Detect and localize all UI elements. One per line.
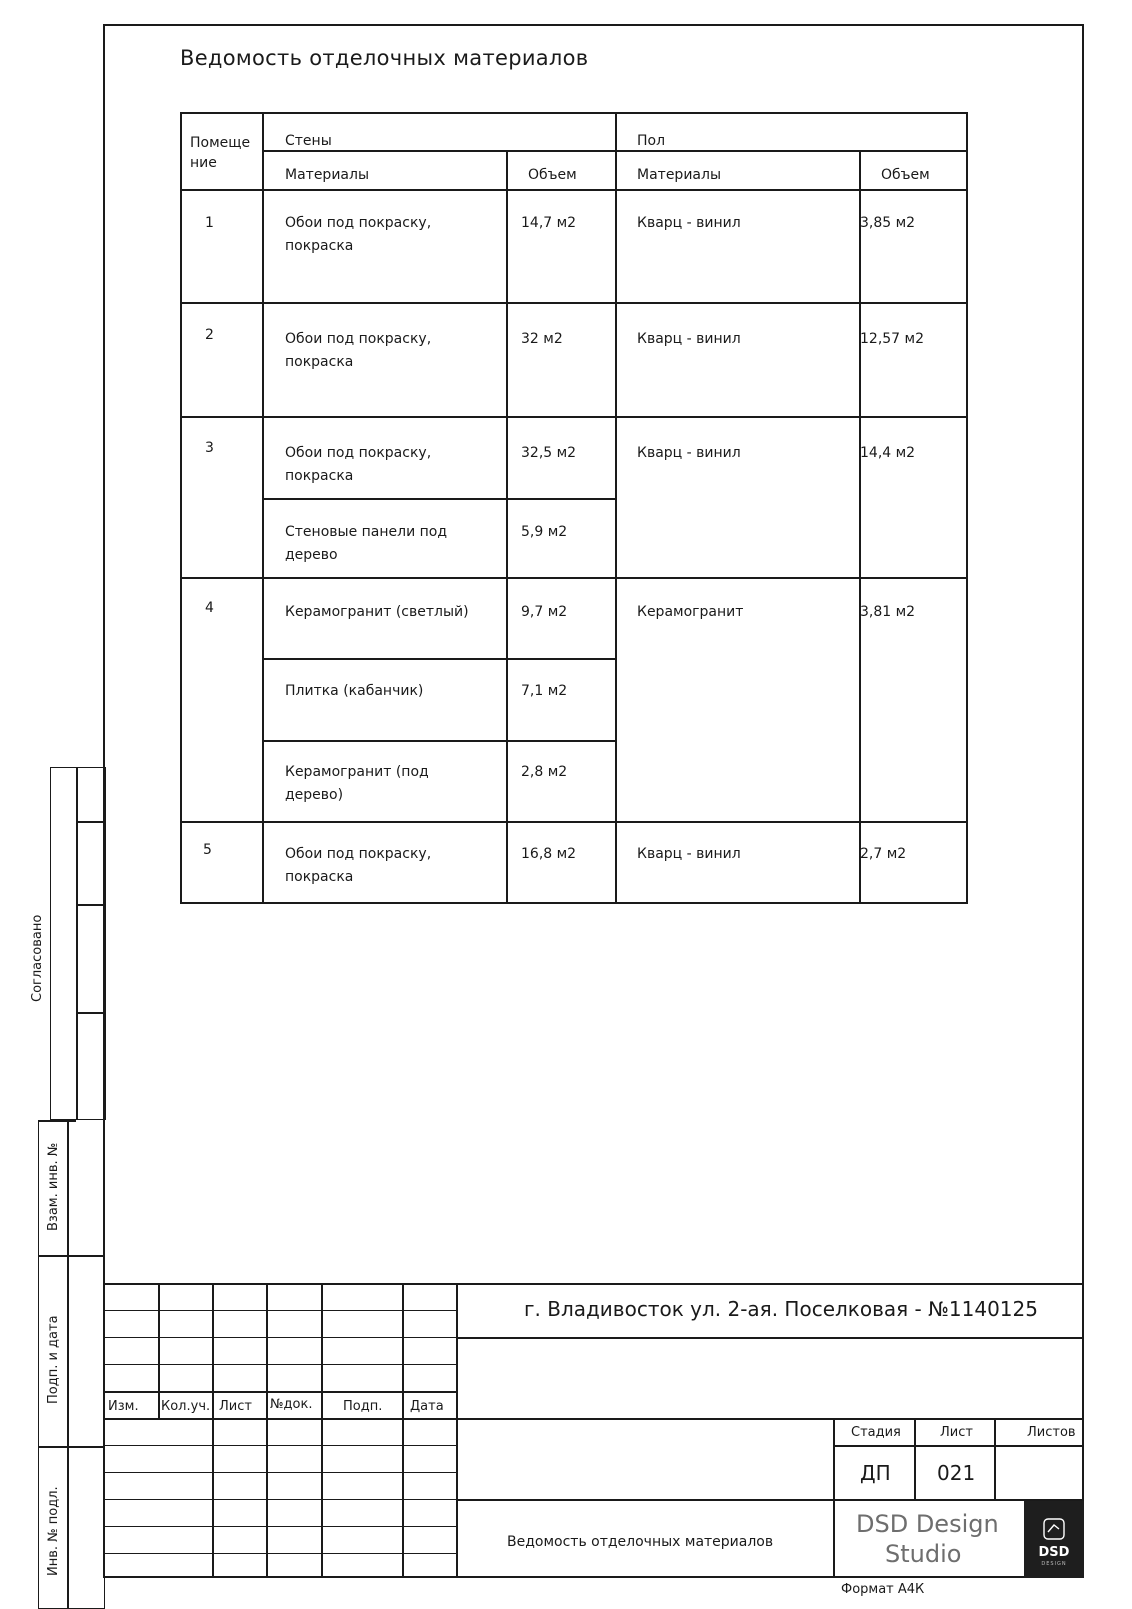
wall-material: Стеновые панели под дерево xyxy=(285,524,448,563)
tb-vline xyxy=(456,1283,458,1578)
company-name-line1: DSD Design xyxy=(856,1510,999,1538)
wall-material: Обои под покраску, покраска xyxy=(285,445,432,484)
stamp-vline xyxy=(67,1120,69,1609)
header-walls-materials: Материалы xyxy=(285,167,369,183)
floor-volume: 14,4 м2 xyxy=(860,445,916,461)
logo-emblem-icon xyxy=(1042,1517,1066,1541)
format-label: Формат А4К xyxy=(841,1582,925,1597)
table-vline xyxy=(615,112,617,904)
table-hline xyxy=(262,498,617,500)
floor-volume: 2,7 м2 xyxy=(860,846,907,862)
stamp-hline xyxy=(38,1446,105,1448)
table-vline xyxy=(506,150,508,904)
company-logo xyxy=(1024,1501,1084,1578)
floor-volume: 12,57 м2 xyxy=(860,331,924,347)
header-floor-materials: Материалы xyxy=(637,167,721,183)
agreed-block xyxy=(50,767,105,1120)
wall-volume: 32 м2 xyxy=(521,331,563,347)
wall-material: Плитка (кабанчик) xyxy=(285,683,424,699)
tb-vline xyxy=(994,1418,996,1499)
tb-vline xyxy=(266,1283,268,1578)
sign-date-label: Подп. и дата xyxy=(46,1315,61,1404)
tb-hline xyxy=(103,1418,1084,1420)
table-hline xyxy=(262,658,617,660)
tb-grid-line xyxy=(103,1499,457,1500)
agreed-label: Согласовано xyxy=(30,914,45,1002)
tb-grid-line xyxy=(103,1472,457,1473)
table-hline xyxy=(180,821,968,823)
floor-material: Кварц - винил xyxy=(637,215,741,231)
wall-volume: 2,8 м2 xyxy=(521,764,568,780)
table-hline xyxy=(180,577,968,579)
tb-top xyxy=(103,1283,1084,1285)
col-header-sign: Подп. xyxy=(343,1399,383,1414)
logo-text: DSD xyxy=(1038,1545,1070,1560)
company-name-line2: Studio xyxy=(885,1540,962,1568)
tb-vline xyxy=(321,1283,323,1578)
agreed-hline xyxy=(76,904,104,906)
tb-grid-line xyxy=(103,1310,457,1311)
table-vline xyxy=(262,112,264,904)
floor-material: Кварц - винил xyxy=(637,846,741,862)
page-title: Ведомость отделочных материалов xyxy=(180,46,589,70)
tb-hline xyxy=(457,1337,1084,1339)
wall-material: Обои под покраску, покраска xyxy=(285,215,432,254)
header-walls-volume: Объем xyxy=(528,167,577,183)
table-hline xyxy=(180,302,968,304)
replaced-inv-label: Взам. инв. № xyxy=(46,1142,61,1231)
tb-vline xyxy=(914,1418,916,1499)
agreed-hline xyxy=(76,821,104,823)
room-number: 5 xyxy=(203,842,212,858)
room-number: 1 xyxy=(205,215,214,231)
stage-value: ДП xyxy=(860,1461,891,1485)
tb-hline xyxy=(457,1499,1084,1501)
wall-volume: 9,7 м2 xyxy=(521,604,568,620)
tb-vline xyxy=(833,1418,835,1578)
header-walls: Стены xyxy=(285,133,332,149)
stamp-top xyxy=(38,1120,76,1122)
table-vline xyxy=(859,150,861,904)
wall-material: Обои под покраску, покраска xyxy=(285,331,432,370)
agreed-vline xyxy=(76,767,78,1120)
wall-volume: 7,1 м2 xyxy=(521,683,568,699)
col-header-doc: №док. xyxy=(270,1397,313,1412)
floor-material: Керамогранит xyxy=(637,604,744,620)
tb-vline xyxy=(158,1283,160,1418)
room-number: 2 xyxy=(205,327,214,343)
sheet-value: 021 xyxy=(937,1461,976,1485)
wall-volume: 32,5 м2 xyxy=(521,445,577,461)
header-floor: Пол xyxy=(637,133,666,149)
project-address: г. Владивосток ул. 2-ая. Поселковая - №1140125 xyxy=(524,1297,1038,1321)
tb-grid-line xyxy=(103,1391,457,1393)
tb-grid-line xyxy=(103,1526,457,1527)
wall-material: Обои под покраску, покраска xyxy=(285,846,432,885)
floor-material: Кварц - винил xyxy=(637,331,741,347)
room-number: 3 xyxy=(205,440,214,456)
wall-volume: 16,8 м2 xyxy=(521,846,577,862)
wall-material: Керамогранит (под дерево) xyxy=(285,764,429,803)
inv-orig-label: Инв. № подл. xyxy=(46,1486,61,1576)
table-hline xyxy=(262,150,968,152)
sheets-label: Листов xyxy=(1027,1425,1076,1440)
header-room: Помеще ние xyxy=(190,135,251,171)
table-hline xyxy=(262,740,617,742)
wall-volume: 5,9 м2 xyxy=(521,524,568,540)
room-number: 4 xyxy=(205,600,214,616)
logo-subtext: DESIGN xyxy=(1041,1561,1067,1567)
agreed-vline xyxy=(104,767,106,1120)
stage-label: Стадия xyxy=(851,1425,901,1440)
sheet-name: Ведомость отделочных материалов xyxy=(507,1534,774,1550)
table-hline xyxy=(180,416,968,418)
tb-grid-line xyxy=(103,1445,457,1446)
floor-volume: 3,81 м2 xyxy=(860,604,916,620)
col-header-sheet: Лист xyxy=(219,1399,252,1414)
floor-material: Кварц - винил xyxy=(637,445,741,461)
sheet-label: Лист xyxy=(940,1425,973,1440)
tb-vline xyxy=(402,1283,404,1578)
tb-grid-line xyxy=(103,1364,457,1365)
tb-vline xyxy=(212,1283,214,1578)
col-header-change: Изм. xyxy=(108,1399,139,1414)
header-floor-volume: Объем xyxy=(881,167,930,183)
wall-volume: 14,7 м2 xyxy=(521,215,577,231)
tb-hline xyxy=(833,1445,1084,1447)
floor-volume: 3,85 м2 xyxy=(860,215,916,231)
col-header-date: Дата xyxy=(410,1399,444,1414)
stamp-hline xyxy=(38,1255,105,1257)
wall-material: Керамогранит (светлый) xyxy=(285,604,469,620)
table-hline xyxy=(180,189,968,191)
col-header-count: Кол.уч. xyxy=(161,1399,211,1414)
agreed-hline xyxy=(76,1012,104,1014)
tb-grid-line xyxy=(103,1337,457,1338)
tb-grid-line xyxy=(103,1553,457,1554)
